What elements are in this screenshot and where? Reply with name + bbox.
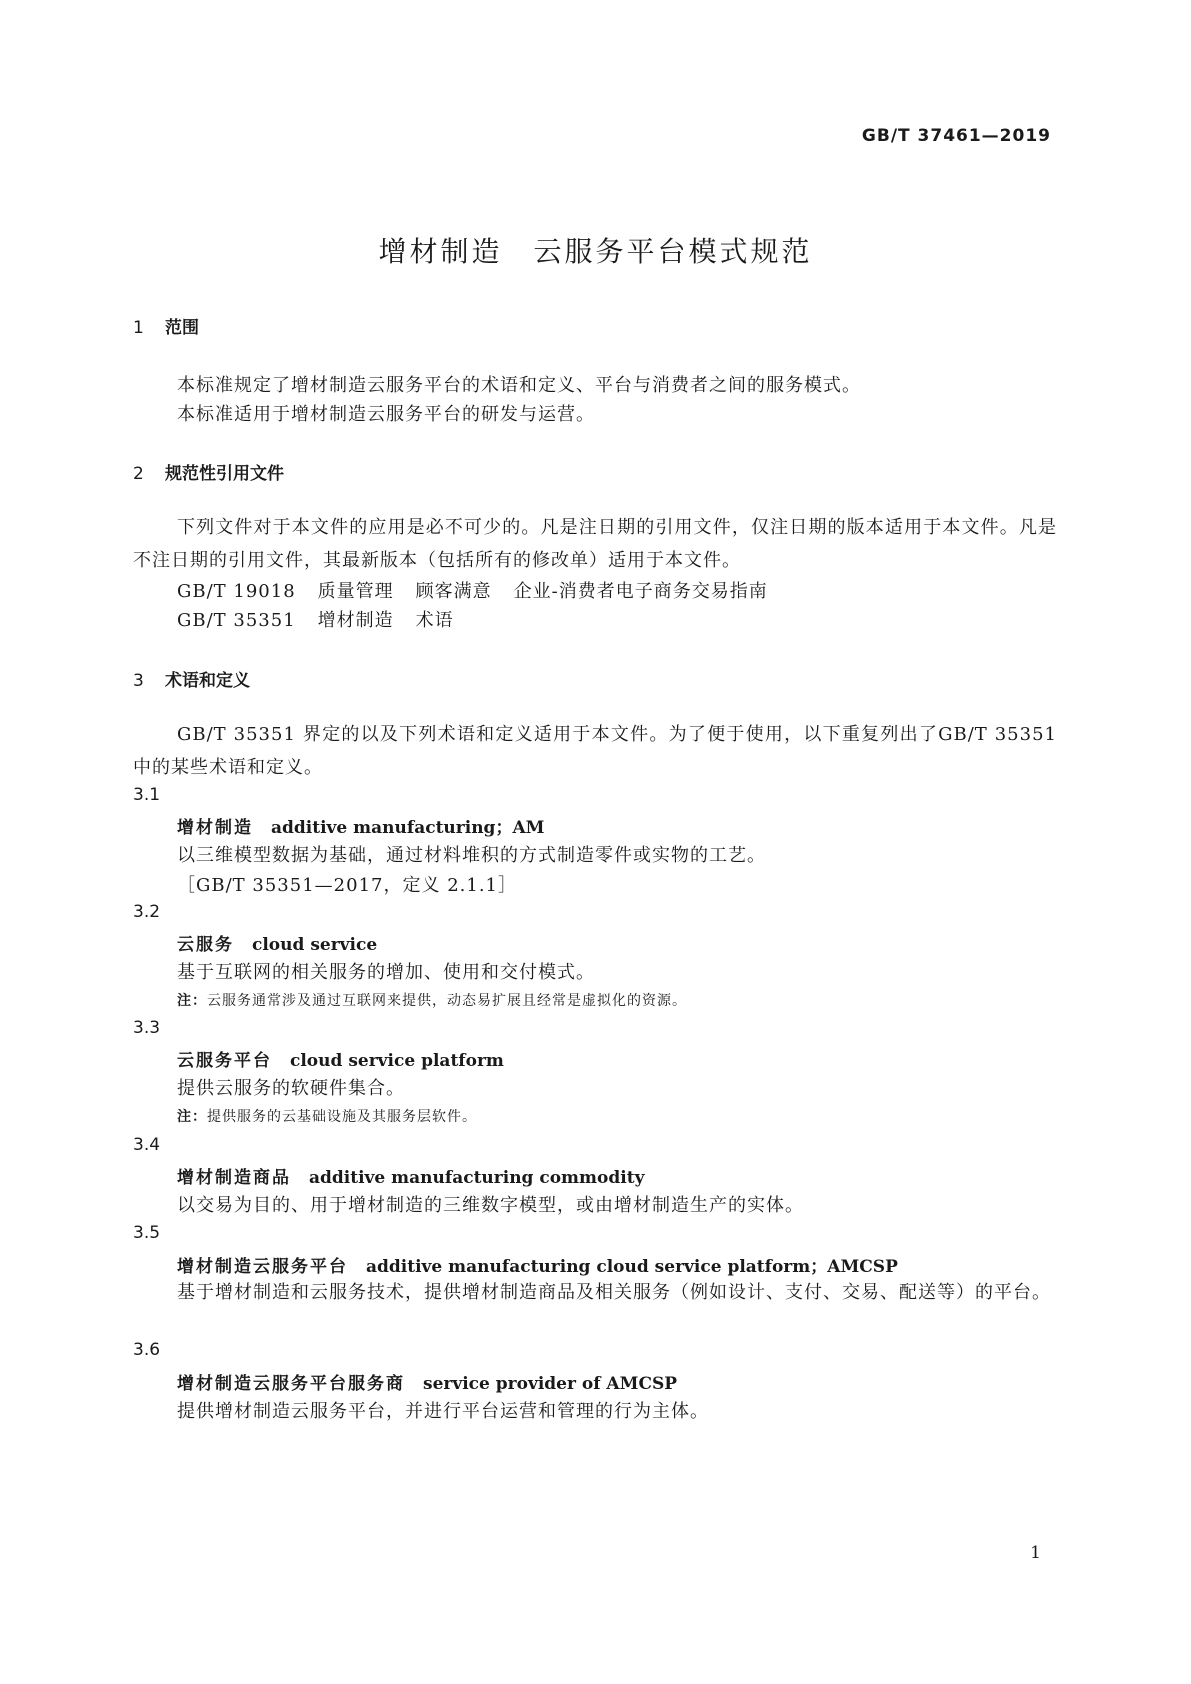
term-zh: 云服务: [177, 935, 234, 955]
term-definition: 提供云服务的软硬件集合。: [177, 1078, 405, 1099]
reference-item: [177, 577, 790, 603]
term-definition: 以三维模型数据为基础，通过材料堆积的方式制造零件或实物的工艺。: [177, 845, 766, 866]
section-title: 术语和定义: [165, 671, 250, 691]
term-zh: 增材制造云服务平台服务商: [177, 1374, 405, 1394]
term-heading: [177, 1369, 677, 1394]
scope-paragraph-1: 本标准规定了增材制造云服务平台的术语和定义、平台与消费者之间的服务模式。: [177, 375, 861, 396]
reference-code: GB/T 19018: [177, 581, 296, 602]
term-definition: 以交易为目的、用于增材制造的三维数字模型，或由增材制造生产的实体。: [177, 1195, 804, 1216]
term-number: 3.3: [133, 1018, 161, 1038]
term-zh: 增材制造: [177, 818, 253, 838]
section-title: 规范性引用文件: [165, 464, 284, 484]
reference-title: 质量管理: [317, 581, 394, 602]
reference-title: 增材制造: [317, 610, 394, 631]
term-source: ［GB/T 35351—2017，定义 2.1.1］: [177, 875, 517, 896]
note-label: 注：: [177, 1109, 207, 1125]
reference-title: 顾客满意: [415, 581, 492, 602]
term-note: [177, 1106, 477, 1126]
term-heading: [177, 813, 544, 838]
term-number: 3.5: [133, 1223, 161, 1243]
term-number: 3.4: [133, 1135, 161, 1155]
term-definition: 基于互联网的相关服务的增加、使用和交付模式。: [177, 962, 595, 983]
section-number: 2: [133, 464, 144, 484]
section-number: 3: [133, 671, 144, 691]
note-label: 注：: [177, 993, 207, 1009]
term-heading: [177, 1252, 898, 1277]
terms-intro-paragraph: GB/T 35351 界定的以及下列术语和定义适用于本文件。为了便于使用，以下重复列出了GB/T 35351 中的某些术语和定义。: [133, 724, 1057, 778]
term-en: additive manufacturing cloud service platform；AMCSP: [366, 1257, 898, 1277]
term-zh: 云服务平台: [177, 1051, 272, 1071]
page-number: 1: [1030, 1543, 1041, 1563]
section-1-heading: [133, 313, 199, 338]
term-heading: [177, 930, 377, 955]
reference-title: 术语: [415, 610, 454, 631]
term-en: additive manufacturing commodity: [309, 1168, 645, 1188]
term-en: additive manufacturing；AM: [271, 818, 545, 838]
term-number: 3.2: [133, 902, 161, 922]
section-number: 1: [133, 318, 144, 338]
section-2-heading: [133, 459, 284, 484]
page-title: 增材制造 云服务平台模式规范: [378, 235, 813, 268]
refs-intro-paragraph: 下列文件对于本文件的应用是必不可少的。凡是注日期的引用文件，仅注日期的版本适用于本文件。凡是不注日期的引用文件，其最新版本（包括所有的修改单）适用于本文件。: [133, 517, 1057, 571]
term-heading: [177, 1046, 504, 1071]
term-en: cloud service: [252, 935, 378, 955]
reference-title: 企业-消费者电子商务交易指南: [513, 581, 768, 602]
section-3-heading: [133, 666, 250, 691]
scope-paragraph-2: 本标准适用于增材制造云服务平台的研发与运营。: [177, 404, 595, 425]
reference-item: [177, 606, 476, 632]
term-en: service provider of AMCSP: [423, 1374, 678, 1394]
term-en: cloud service platform: [290, 1051, 504, 1071]
term-heading: [177, 1163, 644, 1188]
note-text: 提供服务的云基础设施及其服务层软件。: [207, 1109, 477, 1125]
term-number: 3.6: [133, 1340, 161, 1360]
reference-code: GB/T 35351: [177, 610, 296, 631]
term-zh: 增材制造商品: [177, 1168, 291, 1188]
term-definition: 基于增材制造和云服务技术，提供增材制造商品及相关服务（例如设计、支付、交易、配送等）的平台。: [177, 1282, 1051, 1303]
term-definition: 提供增材制造云服务平台，并进行平台运营和管理的行为主体。: [177, 1401, 709, 1422]
term-zh: 增材制造云服务平台: [177, 1257, 348, 1277]
term-note: [177, 990, 687, 1010]
standard-code: GB/T 37461—2019: [861, 126, 1051, 146]
note-text: 云服务通常涉及通过互联网来提供，动态易扩展且经常是虚拟化的资源。: [207, 993, 687, 1009]
section-title: 范围: [165, 318, 199, 338]
term-number: 3.1: [133, 785, 161, 805]
